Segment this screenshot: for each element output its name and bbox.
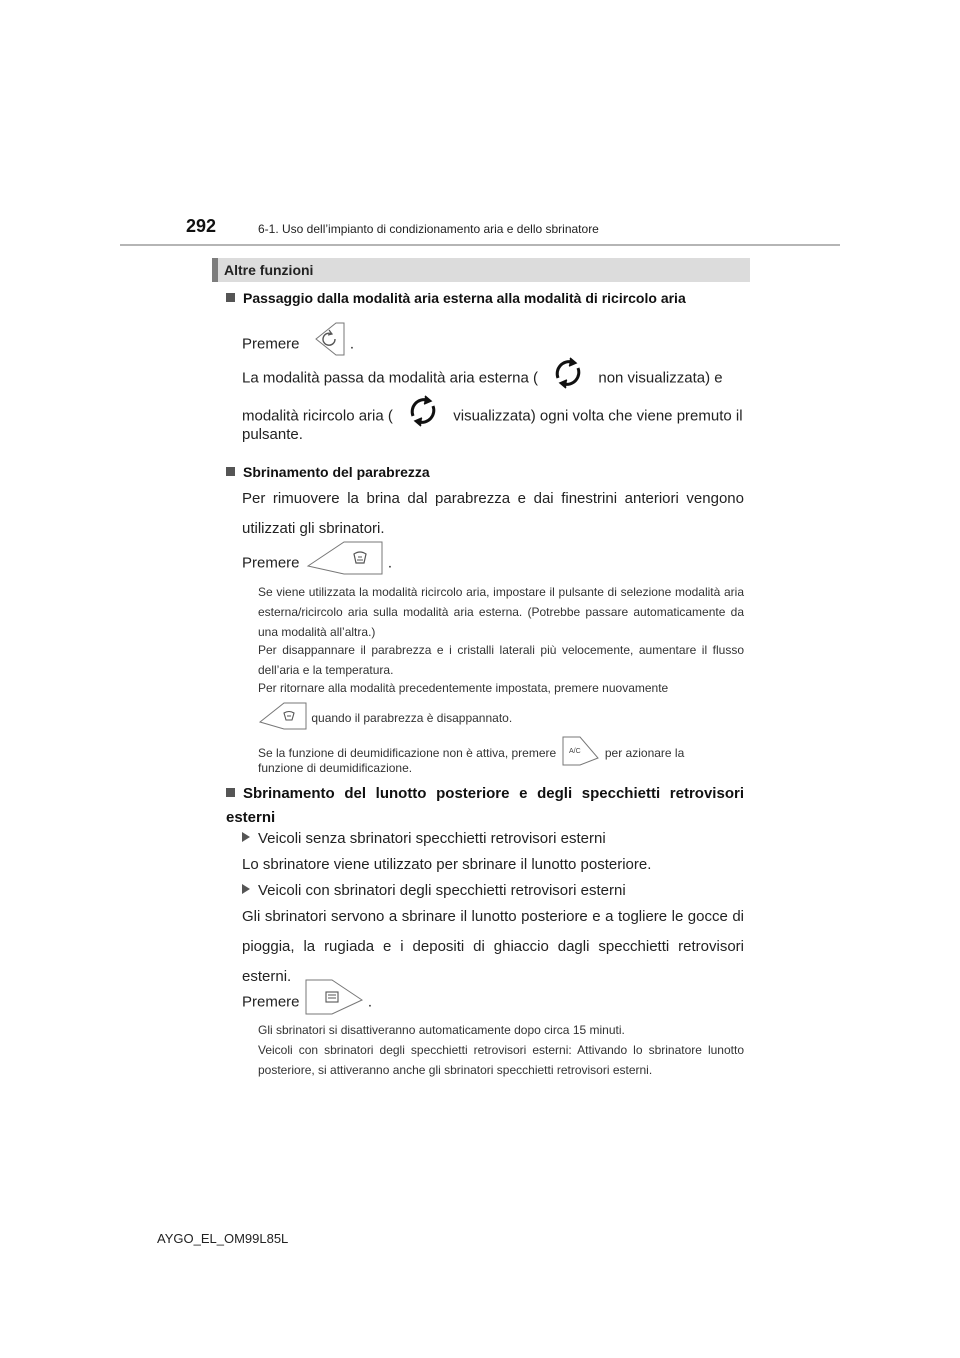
rear-sub1: Veicoli senza sbrinatori specchietti retrovisori esterni: [242, 824, 752, 854]
ac-label: A/C: [568, 748, 581, 755]
windshield-note1: Se viene utilizzata la modalità ricircolo aria, impostare il pulsante di selezione modalità aria esterna/ricircolo aria sulla modalità aria esterna. (Potrebbe passare automaticamente da una modalità all’altra.): [258, 585, 744, 639]
rear-heading: Sbrinamento del lunotto posteriore e degli specchietti retrovisori esterni: [226, 785, 744, 826]
footer-code: AYGO_EL_OM99L85L: [157, 1231, 289, 1246]
windshield-note5-line: Se la funzione di deumidificazione non è attiva, premere A/C per azionare la: [258, 736, 748, 766]
rear-note1: Gli sbrinatori si disattiveranno automaticamente dopo circa 15 minuti.: [258, 1023, 625, 1037]
windshield-note4-line: quando il parabrezza è disappannato.: [258, 702, 744, 732]
section-bar: [212, 258, 750, 282]
bullet-triangle: [242, 832, 250, 842]
rear-text1: Lo sbrinatore viene utilizzato per sbrinare il lunotto posteriore.: [242, 856, 652, 873]
windshield-note2: Per disappannare il parabrezza e i cristalli laterali più velocemente, aumentare il flusso dell’aria e la temperatura.: [258, 643, 744, 677]
windshield-para: Per rimuovere la brina dal parabrezza e dai finestrini anteriori vengono utilizzati gli sbrinatori.: [242, 490, 744, 537]
page-number: 292: [186, 216, 217, 236]
header-rule: [120, 244, 840, 246]
windshield-note3: Per ritornare alla modalità precedentemente impostata, premere nuovamente: [258, 681, 669, 695]
recirc-premere-line: Premere .: [242, 322, 752, 356]
section-title: Altre funzioni: [224, 262, 314, 278]
recirc-line2: modalità ricircolo aria ( visualizzata) ogni volta che viene premuto il: [242, 394, 752, 439]
bullet-square: [226, 293, 235, 302]
bullet-square: [226, 467, 235, 476]
rear-sub2: Veicoli con sbrinatori degli specchietti retrovisori esterni: [242, 876, 752, 906]
windshield-defrost-button-icon-small: [258, 702, 308, 736]
bullet-triangle: [242, 884, 250, 894]
section-bar-accent: [212, 258, 218, 282]
chapter-title: 6-1. Uso dell’impianto di condizionamento aria e dello sbrinatore: [258, 222, 599, 236]
recirc-line3: pulsante.: [242, 426, 303, 443]
windshield-premere-line: Premere .: [242, 540, 752, 578]
bullet-square: [226, 788, 235, 797]
rear-note2: Veicoli con sbrinatori degli specchietti retrovisori esterni: Attivando lo sbrinatore lunotto posteriore, si attiveranno anche gli sbrinatori specchietti retrovisori esterni.: [258, 1043, 744, 1077]
rear-text2: Gli sbrinatori servono a sbrinare il lunotto posteriore e a togliere le gocce di pioggia, la rugiada e i depositi di ghiaccio dagli specchietti retrovisori esterni.: [242, 908, 744, 985]
recirc-line1: La modalità passa da modalità aria esterna ( non visualizzata) e: [242, 356, 752, 401]
recirc-heading: Passaggio dalla modalità aria esterna alla modalità di ricircolo aria: [226, 290, 756, 306]
rear-premere-line: Premere .: [242, 978, 752, 1018]
windshield-heading: Sbrinamento del parabrezza: [226, 464, 756, 480]
windshield-note6: funzione di deumidificazione.: [258, 761, 413, 775]
windshield-defrost-button-icon: [304, 540, 384, 587]
